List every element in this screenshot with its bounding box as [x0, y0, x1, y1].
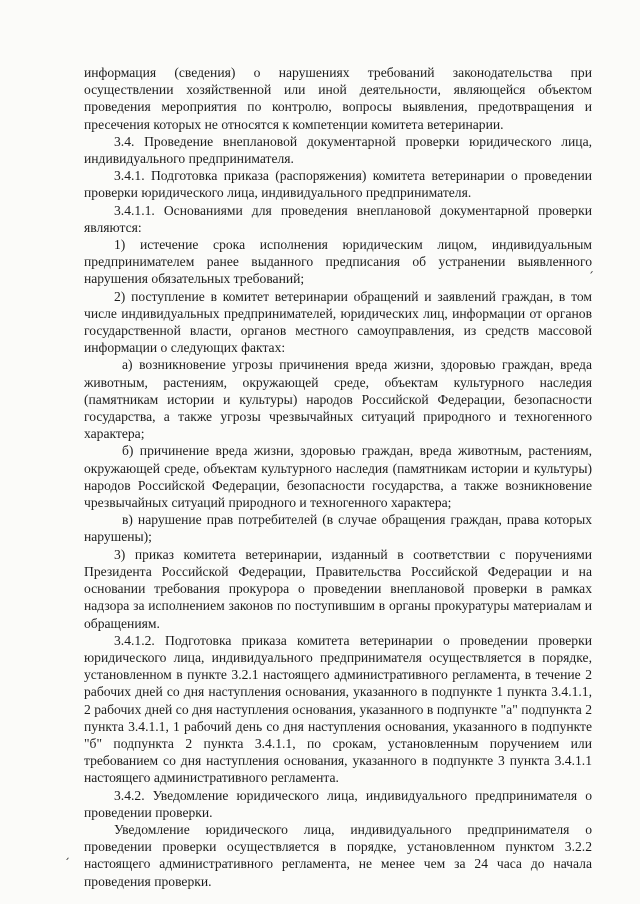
paragraph-3-4-2: 3.4.2. Уведомление юридического лица, индивидуального предпринимателя о проведении проверки.: [84, 787, 592, 820]
list-item-3: 3) приказ комитета ветеринарии, изданный в соответствии с поручениями Президента Российской Федерации, Правительства Российской Федерации и на основании требования прокурора о проведении внеплановой проверки в рамках надзора за исполнением законов по поступившим в органы прокуратуры материалам и обращениям.: [84, 546, 592, 631]
paragraph-3-4-1: 3.4.1. Подготовка приказа (распоряжения) комитета ветеринарии о проведении проверки юридического лица, индивидуального предпринимателя.: [84, 168, 592, 201]
list-item-2a: а) возникновение угрозы причинения вреда жизни, здоровью граждан, вреда животным, растениям, окружающей среде, объектам культурного наследия (памятникам истории и культуры) народов Российской Федерации, безопасности государства, а также угрозы чрезвычайных ситуаций природного и техногенного характера;: [84, 357, 592, 442]
paragraph-3-4-1-1: 3.4.1.1. Основаниями для проведения внеплановой документарной проверки являются:: [84, 202, 592, 235]
scan-speck-mark: ˊ: [588, 270, 594, 284]
scan-speck-mark-2: ˏ: [64, 846, 70, 860]
paragraph-notification: Уведомление юридического лица, индивидуального предпринимателя о проведении проверки осуществляется в порядке, установленном пунктом 3.2.2 настоящего административного регламента, не менее чем за 24 часа до начала проведения проверки.: [84, 821, 592, 889]
list-item-2v: в) нарушение прав потребителей (в случае обращения граждан, права которых нарушены);: [84, 512, 592, 545]
list-item-2b: б) причинение вреда жизни, здоровью граждан, вреда животным, растениям, окружающей среде, объектам культурного наследия (памятникам истории и культуры) народов Российской Федерации, безопасности государства, а также возникновение чрезвычайных ситуаций природного и техногенного характера;: [84, 443, 592, 511]
paragraph-3-4-1-2: 3.4.1.2. Подготовка приказа комитета ветеринарии о проведении проверки юридического лица, индивидуального предпринимателя осуществляется в порядке, установленном в пункте 3.2.1 настоящего административного регламента, в течение 2 рабочих дней со дня наступления основания, указанного в подпункте 1 пункта 3.4.1.1, 2 рабочих дней со дня наступления основания, указанного в подпункте "а" подпункта 2 пункта 3.4.1.1, 1 рабочий день со дня наступления основания, указанного в подпункте "б" подпункта 2 пункта 3.4.1.1, по срокам, установленным поручением или требованием со дня наступления основания, указанного в подпункте 3 пункта 3.4.1.1 настоящего административного регламента.: [84, 632, 592, 786]
paragraph-3-4: 3.4. Проведение внеплановой документарной проверки юридического лица, индивидуального предпринимателя.: [84, 133, 592, 167]
document-text: [84, 64, 592, 890]
list-item-2: 2) поступление в комитет ветеринарии обращений и заявлений граждан, в том числе индивидуальных предпринимателей, юридических лиц, информации от органов государственной власти, органов местного самоуправления, из средств массовой информации о следующих фактах:: [84, 288, 592, 356]
list-item-1: 1) истечение срока исполнения юридическим лицом, индивидуальным предпринимателем ранее выданного предписания об устранении выявленного нарушения обязательных требований;: [84, 237, 592, 287]
paragraph-continuation: информация (сведения) о нарушениях требований законодательства при осуществлении хозяйственной или иной деятельности, являющейся объектом проведения мероприятия по контролю, вопросы выявления, предотвращения и пресечения которых не относятся к компетенции комитета ветеринарии.: [84, 65, 592, 132]
